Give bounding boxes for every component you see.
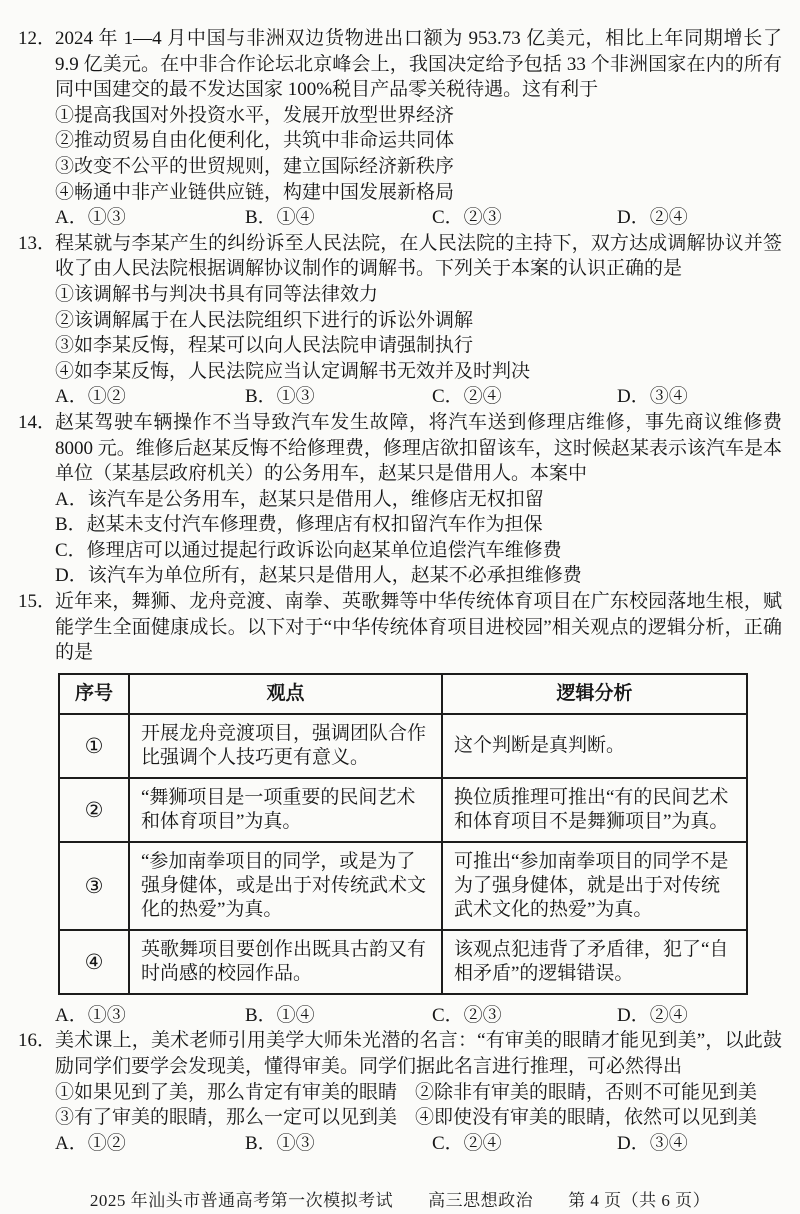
row-4-analysis: 该观点犯违背了矛盾律，犯了“自相矛盾”的逻辑错误。 [442,930,747,994]
question-15 [18,589,782,1028]
question-13-option-b: B．①③ [245,386,315,408]
question-14-option-c: C．修理店可以通过提起行政诉讼向赵某单位追偿汽车维修费 [55,539,562,561]
question-13 [18,231,782,410]
row-2-analysis: 换位质推理可推出“有的民间艺术和体育项目不是舞狮项目”为真。 [442,778,747,842]
question-12-item-2: ②推动贸易自由化便利化，共筑中非命运共同体 [55,130,455,152]
row-4-viewpoint: 英歌舞项目要创作出既具古韵又有时尚感的校园作品。 [129,930,442,994]
table-header-viewpoint: 观点 [129,674,442,714]
question-15-option-c: C．②③ [432,1004,502,1026]
question-14-option-d: D．该汽车为单位所有，赵某只是借用人，赵某不必承担维修费 [55,565,582,587]
table-row [59,842,747,930]
question-14-option-a: A．该汽车是公务用车，赵某只是借用人，维修店无权扣留 [55,488,544,510]
row-2-no: ② [59,778,129,842]
question-14-number: 14． [18,411,57,433]
question-12 [18,26,782,231]
question-13-number: 13． [18,232,57,254]
question-16-item-4: ④即使没有审美的眼睛，依然可以见到美 [415,1107,758,1129]
question-13-item-3: ③如李某反悔，程某可以向人民法院申请强制执行 [55,335,474,357]
question-12-item-3: ③改变不公平的世贸规则，建立国际经济新秩序 [55,155,455,177]
question-12-item-4: ④畅通中非产业链供应链，构建中国发展新格局 [55,181,455,203]
question-13-item-1: ①该调解书与判决书具有同等法律效力 [55,283,379,305]
question-16-number: 16． [18,1030,57,1052]
question-13-option-d: D．③④ [617,386,688,408]
question-16-stem: 美术课上，美术老师引用美学大师朱光潜的名言：“有审美的眼睛才能见到美”，以此鼓励同学们要学会发现美，懂得审美。同学们据此名言进行推理，可必然得出 [55,1030,782,1078]
question-15-option-d: D．②④ [617,1004,688,1026]
row-4-no: ④ [59,930,129,994]
row-2-viewpoint: “舞狮项目是一项重要的民间艺术和体育项目”为真。 [129,778,442,842]
row-1-no: ① [59,714,129,778]
table-header-no: 序号 [59,674,129,714]
question-12-option-c: C．②③ [432,207,502,229]
row-1-analysis: 这个判断是真判断。 [442,714,747,778]
question-12-option-a: A．①③ [55,207,126,229]
table-row [59,714,747,778]
question-15-option-b: B．①④ [245,1004,315,1026]
question-16-option-d: D．③④ [617,1132,688,1154]
question-16 [18,1028,782,1156]
question-16-option-a: A．①② [55,1132,126,1154]
question-13-option-c: C．②④ [432,386,502,408]
question-12-number: 12． [18,28,57,49]
question-13-item-2: ②该调解属于在人民法院组织下进行的诉讼外调解 [55,309,474,331]
table-row [59,778,747,842]
question-14-option-b: B．赵某未支付汽车修理费，修理店有权扣留汽车作为担保 [55,514,543,536]
row-1-viewpoint: 开展龙舟竞渡项目，强调团队合作比强调个人技巧更有意义。 [129,714,442,778]
logic-analysis-table [58,673,748,995]
question-14 [18,410,782,589]
question-15-number: 15． [18,591,57,613]
question-16-item-3: ③有了审美的眼睛，那么一定可以见到美 [55,1107,398,1129]
table-header-analysis: 逻辑分析 [442,674,747,714]
question-16-options [55,1131,782,1157]
question-13-stem: 程某就与李某产生的纠纷诉至人民法院，在人民法院的主持下，双方达成调解协议并签收了由人民法院根据调解协议制作的调解书。下列关于本案的认识正确的是 [55,232,782,280]
row-3-no: ③ [59,842,129,930]
question-16-items [55,1080,782,1131]
question-12-option-d: D．②④ [617,207,688,229]
question-15-option-a: A．①③ [55,1004,126,1026]
question-13-option-a: A．①② [55,386,126,408]
page-footer: 2025 年汕头市普通高考第一次模拟考试 高三思想政治 第 4 页（共 6 页） [89,1191,711,1211]
question-12-item-1: ①提高我国对外投资水平，发展开放型世界经济 [55,104,455,126]
row-3-viewpoint: “参加南拳项目的同学，或是为了强身健体，或是出于对传统武术文化的热爱”为真。 [129,842,442,930]
question-12-stem: 2024 年 1—4 月中国与非洲双边货物进出口额为 953.73 亿美元，相比上年同期增长了 9.9 亿美元。在中非合作论坛北京峰会上，我国决定给予包括 33 个非洲国家在内的所有同中国建交的最不发达国家 100%税目产品零关税待遇。这有利于 [55,28,782,101]
question-15-stem: 近年来，舞狮、龙舟竞渡、南拳、英歌舞等中华传统体育项目在广东校园落地生根，赋能学生全面健康成长。以下对于“中华传统体育项目进校园”相关观点的逻辑分析，正确的是 [55,591,782,664]
question-12-option-b: B．①④ [245,207,315,229]
question-13-options [55,384,782,410]
table-row [59,930,747,994]
question-14-stem: 赵某驾驶车辆操作不当导致汽车发生故障，将汽车送到修理店维修，事先商议维修费 8000 元。维修后赵某反悔不给修理费，修理店欲扣留该车，这时候赵某表示该汽车是本单位（某基层政府机关）的公务用车，赵某只是借用人。本案中 [55,411,782,485]
question-12-options [55,205,782,231]
question-16-option-c: C．②④ [432,1132,502,1154]
question-16-item-2: ②除非有审美的眼睛，否则不可能见到美 [415,1081,758,1103]
table-header-row [59,674,747,714]
question-15-options [55,1003,782,1029]
row-3-analysis: 可推出“参加南拳项目的同学不是为了强身健体，就是出于对传统武术文化的热爱”为真。 [442,842,747,930]
question-16-item-1: ①如果见到了美，那么肯定有审美的眼睛 [55,1081,398,1103]
question-13-item-4: ④如李某反悔，人民法院应当认定调解书无效并及时判决 [55,360,531,382]
question-16-option-b: B．①③ [245,1132,315,1154]
